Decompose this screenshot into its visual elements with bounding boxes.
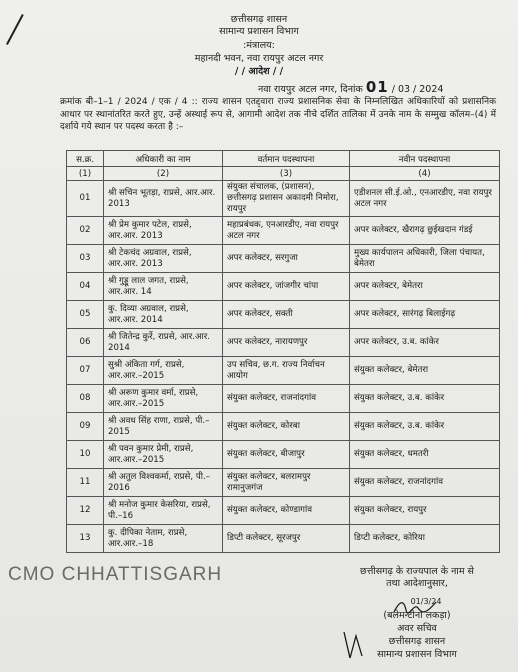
serial-cell: 03: [67, 245, 104, 273]
table-row: [67, 273, 500, 301]
current-posting-cell: डिप्टी कलेक्टर, सूरजपुर: [223, 525, 350, 553]
table-row: [67, 245, 500, 273]
new-posting-cell: संयुक्त कलेक्टर, धमतरी: [350, 441, 500, 469]
serial-cell: 12: [67, 497, 104, 525]
order-title: / / आदेश / /: [234, 66, 284, 77]
signatory-government: छत्तीसगढ़ शासन: [388, 636, 446, 647]
table-row: [67, 217, 500, 245]
header-government: छत्तीसगढ़ शासन: [230, 14, 288, 25]
new-posting-cell: संयुक्त कलेक्टर, रायपुर: [350, 497, 500, 525]
current-posting-cell: संयुक्त संचालक, (प्रशासन), छत्तीसगढ़ प्रशासन अकादमी निमोरा, रायपुर: [223, 181, 350, 217]
signature-order-line: तथा आदेशानुसार,: [386, 578, 448, 589]
serial-cell: 06: [67, 329, 104, 357]
serial-cell: 11: [67, 469, 104, 497]
officer-name-cell: श्री टेकचंद अग्रवाल, राप्रसे, आर.आर. 2013: [104, 245, 223, 273]
column-number-row: [67, 167, 500, 181]
table-row: [67, 497, 500, 525]
date-line: [258, 78, 443, 96]
serial-cell: 08: [67, 385, 104, 413]
initial-mark-icon: [340, 628, 366, 662]
col-number: (3): [223, 167, 350, 181]
date-rest: / 03 / 2024: [391, 84, 444, 95]
header-current-posting: वर्तमान पदस्थापना: [223, 151, 350, 167]
officer-name-cell: श्री जितेन्द्र कुर्रे, राप्रसे, आर.आर. 2014: [104, 329, 223, 357]
serial-cell: 10: [67, 441, 104, 469]
watermark: CMO CHHATTISGARH: [8, 564, 223, 585]
transfer-table: [66, 150, 500, 553]
signature-authority-line: छत्तीसगढ़ के राज्यपाल के नाम से: [360, 566, 474, 577]
table-row: [67, 329, 500, 357]
current-posting-cell: अपर कलेक्टर, नारायणपुर: [223, 329, 350, 357]
new-posting-cell: संयुक्त कलेक्टर, उ.ब. कांकेर: [350, 385, 500, 413]
officer-name-cell: श्री सचिन भूतड़ा, राप्रसे, आर.आर. 2013: [104, 181, 223, 217]
new-posting-cell: संयुक्त कलेक्टर, राजनांदगांव: [350, 469, 500, 497]
table-row: [67, 181, 500, 217]
current-posting-cell: संयुक्त कलेक्टर, राजनांदगांव: [223, 385, 350, 413]
table-row: [67, 301, 500, 329]
header-address: महानदी भवन, नवा रायपुर अटल नगर: [194, 53, 324, 64]
officer-name-cell: श्री पवन कुमार प्रेमी, राप्रसे, आर.आर.–2015: [104, 441, 223, 469]
table-row: [67, 357, 500, 385]
table-header-row: [67, 151, 500, 167]
serial-cell: 09: [67, 413, 104, 441]
new-posting-cell: डिप्टी कलेक्टर, कोरिया: [350, 525, 500, 553]
new-posting-cell: एडीशनल सी.ई.ओ., एनआरडीए, नवा रायपुर अटल नगर: [350, 181, 500, 217]
officer-name-cell: श्री अरूण कुमार वर्मा, राप्रसे, आर.आर.–2015: [104, 385, 223, 413]
current-posting-cell: संयुक्त कलेक्टर, कोण्डागांव: [223, 497, 350, 525]
header-name: अधिकारी का नाम: [104, 151, 223, 167]
date-day: 01: [365, 78, 389, 96]
header-serial: स.क्र.: [67, 151, 104, 167]
serial-cell: 02: [67, 217, 104, 245]
new-posting-cell: अपर कलेक्टर, सारंगढ़ बिलाईगढ़: [350, 301, 500, 329]
current-posting-cell: उप सचिव, छ.ग. राज्य निर्वाचन आयोग: [223, 357, 350, 385]
officer-name-cell: श्री अतुल विश्वकर्मा, राप्रसे, पी.–2016: [104, 469, 223, 497]
table-row: [67, 385, 500, 413]
current-posting-cell: अपर कलेक्टर, जांजगीर चांपा: [223, 273, 350, 301]
serial-cell: 07: [67, 357, 104, 385]
new-posting-cell: मुख्य कार्यपालन अधिकारी, जिला पंचायत, बेमेतरा: [350, 245, 500, 273]
table-row: [67, 525, 500, 553]
current-posting-cell: संयुक्त कलेक्टर, कोरबा: [223, 413, 350, 441]
new-posting-cell: अपर कलेक्टर, उ.ब. कांकेर: [350, 329, 500, 357]
serial-cell: 01: [67, 181, 104, 217]
table-row: [67, 469, 500, 497]
current-posting-cell: अपर कलेक्टर, सरगुजा: [223, 245, 350, 273]
current-posting-cell: महाप्रबंधक, एनआरडीए, नवा रायपुर अटल नगर: [223, 217, 350, 245]
table-row: [67, 441, 500, 469]
serial-cell: 04: [67, 273, 104, 301]
officer-name-cell: कु. दीपिका नेताम, राप्रसे, आर.आर.–18: [104, 525, 223, 553]
new-posting-cell: संयुक्त कलेक्टर, उ.ब. कांकेर: [350, 413, 500, 441]
signatory-designation: अवर सचिव: [397, 623, 437, 634]
officer-name-cell: कु. दिव्या अग्रवाल, राप्रसे, आर.आर. 2014: [104, 301, 223, 329]
current-posting-cell: संयुक्त कलेक्टर, बलरामपुर रामानुजगंज: [223, 469, 350, 497]
officer-name-cell: श्री गुड्डू लाल जगत, राप्रसे, आर.आर. 14: [104, 273, 223, 301]
current-posting-cell: संयुक्त कलेक्टर, बीजापुर: [223, 441, 350, 469]
serial-cell: 13: [67, 525, 104, 553]
signature-date: 01/3/24: [410, 597, 442, 606]
order-text: क्रमांक बी–1–1 / 2024 / एक / 4 :: राज्य शासन एतद्द्वारा राज्य प्रशासनिक सेवा के निम्नलिखित अधिकारियों को प्रशासनिक आधार पर स्थानांतरित करते हुए, उन्हें अस्थाई रूप से, आगामी आदेश तक नीचे दर्शित तालिका में उनके नाम के सम्मुख कॉलम–(4) में दर्शाये गये स्थान पर पदस्थ करता है :–: [60, 97, 496, 132]
serial-cell: 05: [67, 301, 104, 329]
date-prefix: नवा रायपुर अटल नगर, दिनांक: [258, 84, 363, 95]
table-row: [67, 413, 500, 441]
header-department: सामान्य प्रशासन विभाग: [219, 26, 299, 37]
officer-name-cell: श्री प्रेम कुमार पटेल, राप्रसे, आर.आर. 2013: [104, 217, 223, 245]
new-posting-cell: अपर कलेक्टर, बेमेतरा: [350, 273, 500, 301]
col-number: (1): [67, 167, 104, 181]
col-number: (2): [104, 167, 223, 181]
new-posting-cell: अपर कलेक्टर, खैरागढ़ छुईखदान गंडई: [350, 217, 500, 245]
header-ministry: :मंत्रालय:: [243, 40, 275, 51]
officer-name-cell: सुश्री अंकिता गर्ग, राप्रसे, आर.आर.–2015: [104, 357, 223, 385]
signatory-name: (बलेमन्टीना लकड़ा): [383, 610, 451, 621]
new-posting-cell: संयुक्त कलेक्टर, बेमेतरा: [350, 357, 500, 385]
signatory-department: सामान्य प्रशासन विभाग: [377, 649, 457, 660]
col-number: (4): [350, 167, 500, 181]
current-posting-cell: अपर कलेक्टर, सक्ती: [223, 301, 350, 329]
header-new-posting: नवीन पदस्थापना: [350, 151, 500, 167]
officer-name-cell: श्री मनोज कुमार केसरिया, राप्रसे, पी.–16: [104, 497, 223, 525]
officer-name-cell: श्री अवध सिंह राणा, राप्रसे, पी.–2015: [104, 413, 223, 441]
